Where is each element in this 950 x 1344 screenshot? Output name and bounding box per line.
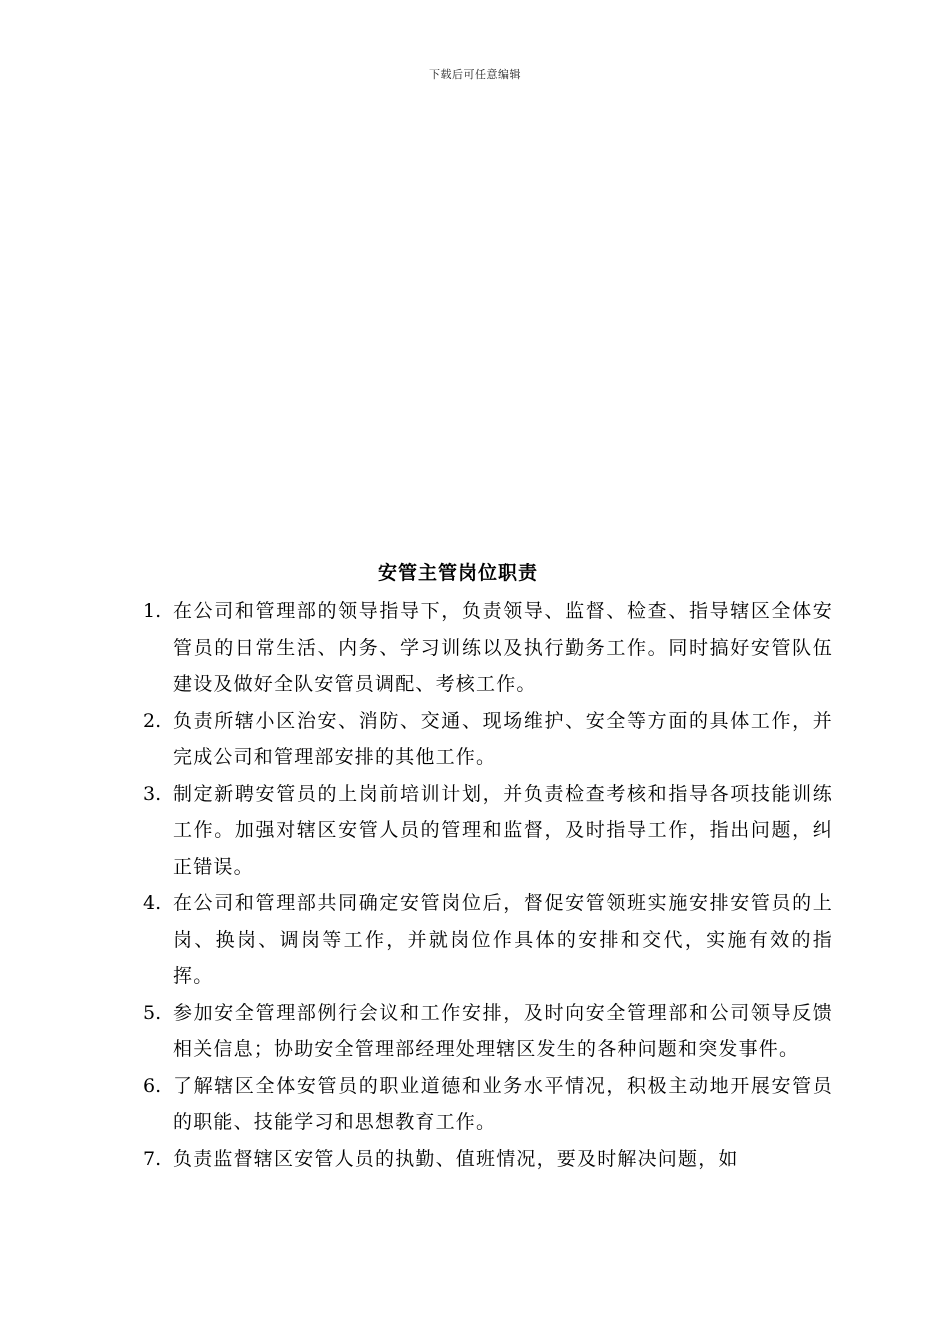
- item-text: 参加安全管理部例行会议和工作安排，及时向安全管理部和公司领导反馈相关信息；协助安全管理部经理处理辖区发生的各种问题和突发事件。: [173, 1001, 833, 1060]
- list-item: [143, 995, 833, 1068]
- item-text: 负责所辖小区治安、消防、交通、现场维护、安全等方面的具体工作，并完成公司和管理部安排的其他工作。: [173, 709, 833, 768]
- item-text: 了解辖区全体安管员的职业道德和业务水平情况，积极主动地开展安管员的职能、技能学习和思想教育工作。: [173, 1074, 833, 1133]
- item-number: 1.: [143, 600, 162, 622]
- item-text: 制定新聘安管员的上岗前培训计划，并负责检查考核和指导各项技能训练工作。加强对辖区安管人员的管理和监督，及时指导工作，指出问题，纠正错误。: [173, 782, 833, 878]
- item-text: 在公司和管理部的领导指导下，负责领导、监督、检查、指导辖区全体安管员的日常生活、内务、学习训练以及执行勤务工作。同时搞好安管队伍建设及做好全队安管员调配、考核工作。: [173, 600, 833, 695]
- list-item: [143, 703, 833, 776]
- item-number: 3.: [143, 782, 162, 805]
- duty-list: [143, 593, 833, 1177]
- list-item: [143, 885, 833, 995]
- item-text: 在公司和管理部共同确定安管岗位后，督促安管领班实施安排安管员的上岗、换岗、调岗等工作，并就岗位作具体的安排和交代，实施有效的指挥。: [173, 892, 833, 987]
- header-note: 下载后可任意编辑: [429, 68, 521, 81]
- item-text: 负责监督辖区安管人员的执勤、值班情况，要及时解决问题，如: [173, 1147, 739, 1170]
- item-number: 7.: [143, 1147, 162, 1170]
- item-number: 5.: [143, 1001, 162, 1024]
- item-number: 6.: [143, 1074, 162, 1097]
- list-item: [143, 593, 833, 703]
- item-number: 4.: [143, 892, 162, 914]
- list-item: [143, 1068, 833, 1141]
- document-title: 安管主管岗位职责: [377, 562, 538, 584]
- item-number: 2.: [143, 709, 162, 732]
- list-item: [143, 1141, 833, 1178]
- list-item: [143, 776, 833, 886]
